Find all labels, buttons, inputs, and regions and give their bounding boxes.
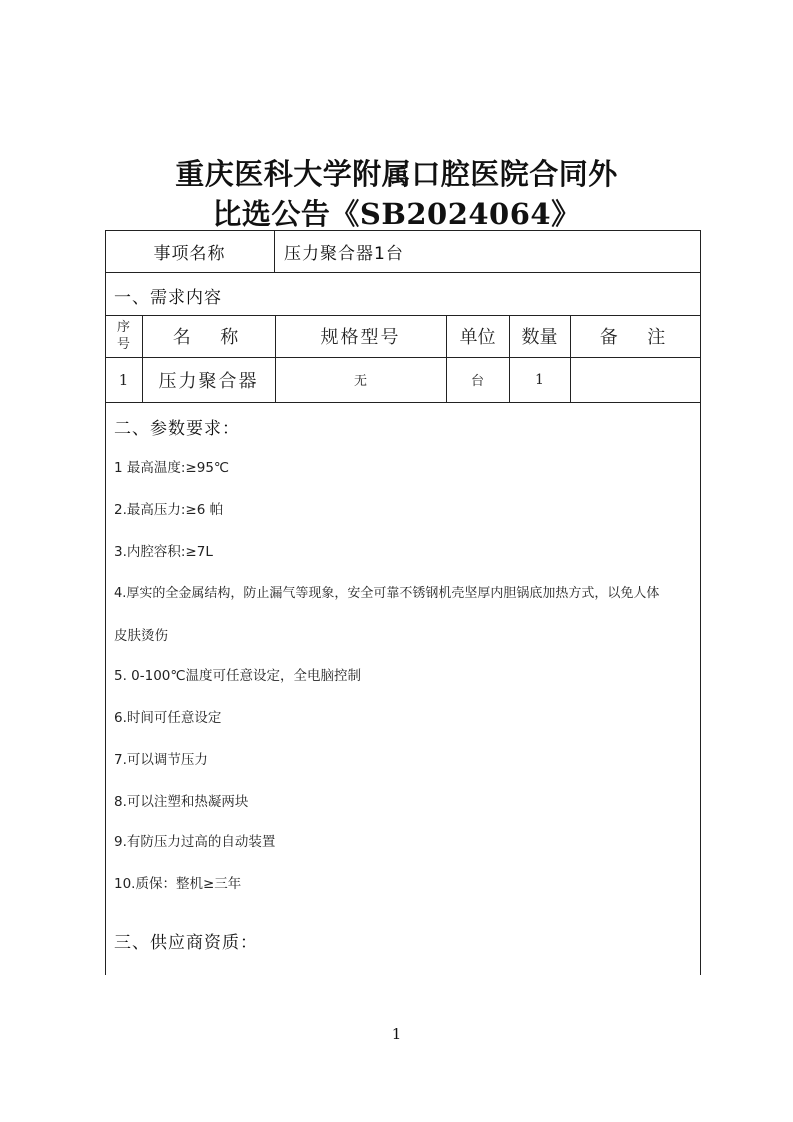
row-divider	[105, 402, 701, 403]
row1-seq: 1	[118, 370, 129, 389]
row1-name: 压力聚合器	[158, 370, 259, 392]
param-line: 8.可以注塑和热凝两块	[114, 794, 249, 810]
item-name-label: 事项名称	[153, 243, 226, 264]
row1-unit: 台	[470, 374, 484, 389]
document-title-line1: 重庆医科大学附属口腔医院合同外	[175, 157, 618, 191]
header-remark: 备 注	[599, 327, 672, 348]
col-divider	[274, 230, 275, 272]
param-line: 5. 0-100℃温度可任意设定，全电脑控制	[114, 668, 362, 684]
param-line: 10.质保：整机≥三年	[114, 876, 242, 892]
section-requirements-heading: 一、需求内容	[114, 288, 222, 308]
param-line: 2.最高压力:≥6 帕	[114, 502, 224, 518]
header-spec: 规格型号	[320, 327, 401, 348]
row-divider	[105, 272, 701, 273]
header-seq	[105, 315, 142, 357]
row1-remark	[570, 357, 701, 402]
header-unit: 单位	[459, 327, 496, 348]
section-parameters-heading: 二、参数要求：	[114, 419, 240, 439]
section-supplier-qualification-heading: 三、供应商资质：	[114, 933, 258, 953]
param-line: 9.有防压力过高的自动装置	[114, 834, 276, 850]
row1-spec: 无	[353, 374, 367, 389]
param-line: 1 最高温度:≥95℃	[114, 460, 230, 476]
param-line: 7.可以调节压力	[114, 752, 208, 768]
param-line: 3.内腔容积:≥7L	[114, 544, 213, 560]
header-qty: 数量	[521, 327, 558, 348]
header-name: 名 称	[172, 327, 245, 348]
header-seq-bottom: 号	[116, 337, 130, 352]
param-line: 6.时间可任意设定	[114, 710, 222, 726]
item-name-value: 压力聚合器1台	[284, 243, 404, 264]
param-line: 4.厚实的全金属结构，防止漏气等现象，安全可靠不锈钢机壳坚厚内胆锅底加热方式，以免人体	[114, 586, 660, 601]
header-seq-top: 序	[116, 320, 130, 335]
row1-qty: 1	[535, 371, 544, 388]
document-title-line2: 比选公告《SB2024064》	[212, 197, 581, 231]
param-line: 皮肤烫伤	[114, 628, 168, 644]
page-number: 1	[391, 1025, 402, 1043]
